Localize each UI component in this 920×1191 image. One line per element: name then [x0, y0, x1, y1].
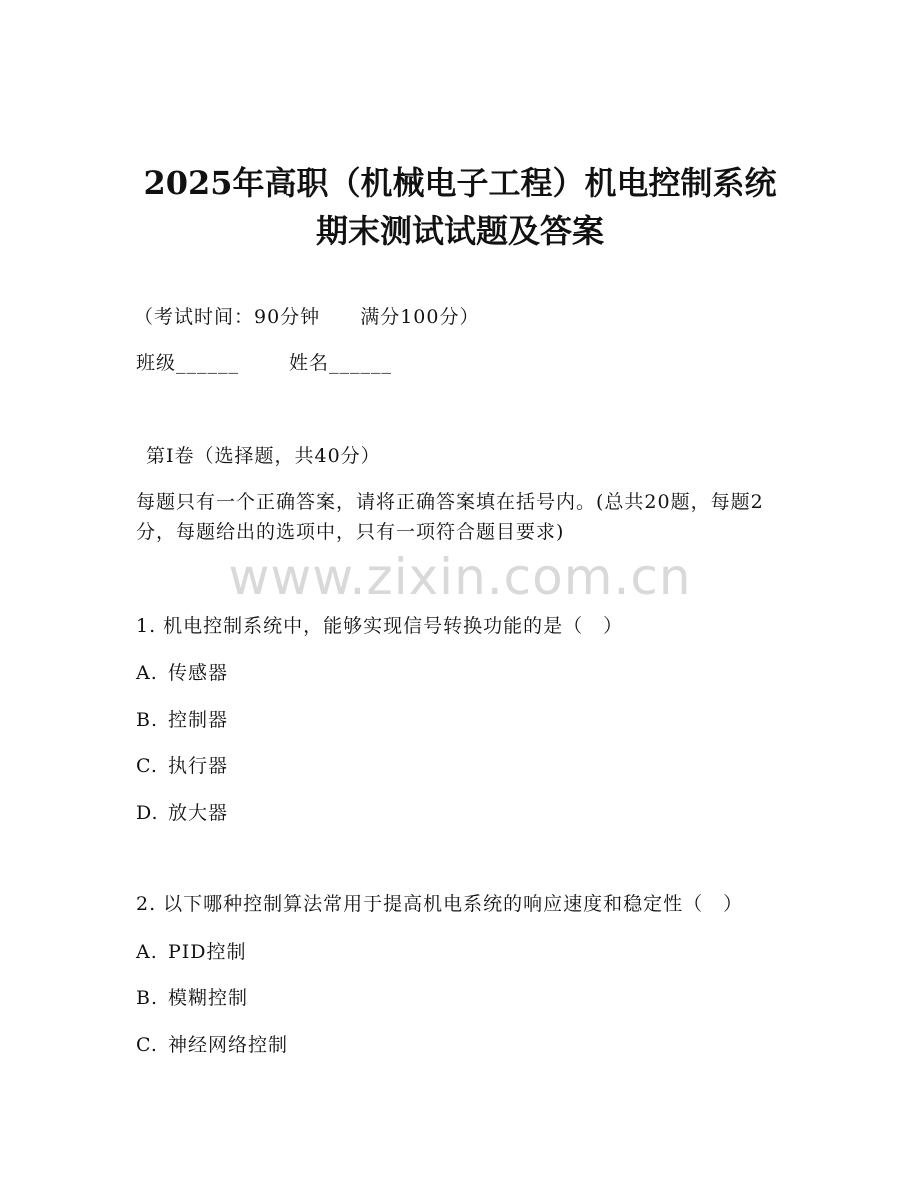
- exam-full-score: 满分100分）: [360, 306, 480, 328]
- question-1-option-c: [136, 751, 228, 778]
- section-heading: 第Ⅰ卷（选择题，共40分）: [146, 445, 381, 467]
- document-title-line-1: 2025年高职（机械电子工程）机电控制系统: [143, 164, 777, 202]
- option-text: 传感器: [168, 662, 229, 684]
- option-letter: D.: [136, 802, 159, 824]
- option-letter: C.: [136, 755, 158, 777]
- student-fields: [136, 348, 392, 375]
- option-text: 放大器: [168, 802, 229, 824]
- question-1-option-b: [136, 705, 228, 732]
- question-1-option-a: [136, 658, 228, 685]
- option-letter: B.: [136, 709, 159, 731]
- question-2-option-b: [136, 983, 248, 1010]
- question-2-option-c: [136, 1030, 288, 1057]
- question-2-stem: 2. 以下哪种控制算法常用于提高机电系统的响应速度和稳定性（ ）: [136, 893, 744, 915]
- watermark: www.zixin.com.cn: [228, 548, 692, 606]
- option-letter: B.: [136, 987, 159, 1009]
- question-2-option-a: [136, 937, 247, 964]
- option-text: 神经网络控制: [168, 1034, 289, 1056]
- name-field: 姓名______: [289, 352, 393, 374]
- option-letter: C.: [136, 1034, 158, 1056]
- exam-info: [134, 302, 479, 329]
- option-text: PID控制: [168, 941, 247, 963]
- class-field: 班级______: [136, 352, 240, 374]
- option-text: 模糊控制: [168, 987, 249, 1009]
- section-instructions: 每题只有一个正确答案，请将正确答案填在括号内。(总共20题，每题2分，每题给出的选项中，只有一项符合题目要求): [136, 491, 764, 543]
- option-text: 控制器: [168, 709, 229, 731]
- option-letter: A.: [136, 941, 158, 963]
- question-1-stem: 1. 机电控制系统中，能够实现信号转换功能的是（ ）: [136, 615, 624, 637]
- option-letter: A.: [136, 662, 158, 684]
- option-text: 执行器: [168, 755, 229, 777]
- exam-time: （考试时间：90分钟: [134, 306, 321, 328]
- document-title-line-2: 期末测试试题及答案: [315, 212, 604, 250]
- question-1-option-d: [136, 798, 228, 825]
